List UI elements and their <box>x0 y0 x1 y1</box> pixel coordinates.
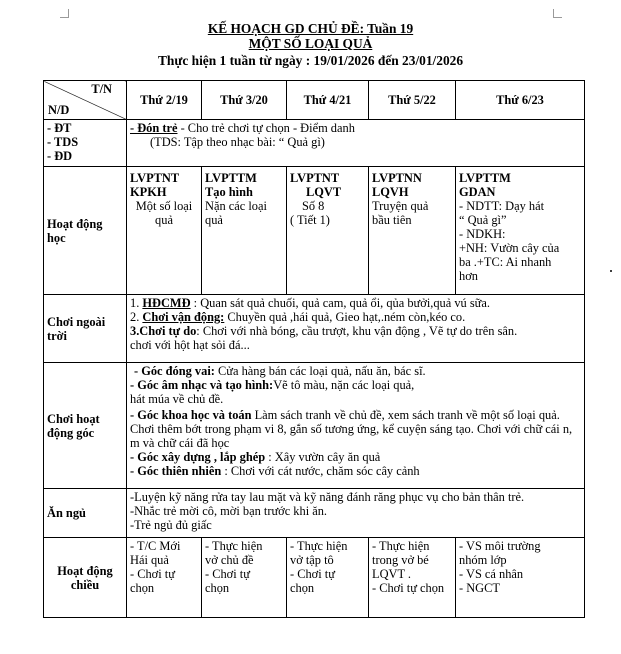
learning-cell-tue: LVPTTM Tạo hình Nặn các loại quả <box>202 167 287 295</box>
corner-play-row-label: Chơi hoạt động góc <box>44 363 127 489</box>
afternoon-cell-mon: - T/C Mới Hái quả - Chơi tự chọn <box>127 538 202 618</box>
corner-header-cell <box>44 81 127 120</box>
header-row <box>44 81 585 120</box>
date-range: Thực hiện 1 tuần từ ngày : 19/01/2026 đến 23/01/2026 <box>157 53 464 68</box>
day-header-fri: Thứ 6/23 <box>456 81 585 120</box>
outdoor-content: 1. HĐCMĐ : Quan sát quả chuối, quả cam, quả ổi, qủa bưởi,quả vú sữa. 2. Chơi vận động: Chuyền quả ,hái quả, Gieo hạt,.ném còn,kéo co. 3.Chơi tự do: Chơi với nhà bóng, cầu trượt, khu vận động , Vẽ tự do trên sân. chơi với hột hạt sỏi đá... <box>127 295 585 363</box>
meal-row <box>44 489 585 538</box>
afternoon-cell-fri: - VS môi trường nhóm lớp - VS cá nhân - NGCT <box>456 538 585 618</box>
learning-row-label: Hoạt động học <box>44 167 127 295</box>
welcome-content: - Đón trẻ - Cho trẻ chơi tự chọn - Điểm danh (TDS: Tập theo nhạc bài: “ Quả gì) <box>127 120 585 167</box>
plan-title: KẾ HOẠCH GD CHỦ ĐỀ: Tuần 19 <box>207 21 414 36</box>
afternoon-cell-thu: - Thực hiện trong vở bé LQVT . - Chơi tự chọn <box>369 538 456 618</box>
learning-cell-mon: LVPTNT KPKH Một số loại quả <box>127 167 202 295</box>
weekly-plan-table <box>43 80 585 618</box>
welcome-row-label: - ĐT - TDS - ĐD <box>44 120 127 167</box>
meal-row-label: Ăn ngủ <box>44 489 127 538</box>
afternoon-row-label: Hoạt động chiều <box>44 538 127 618</box>
learning-cell-thu: LVPTNN LQVH Truyện quả bầu tiên <box>369 167 456 295</box>
afternoon-row <box>44 538 585 618</box>
theme-title: MỘT SỐ LOẠI QUẢ <box>248 36 373 51</box>
learning-cell-fri: LVPTTM GDAN - NDTT: Dạy hát “ Quả gì” - NDKH: +NH: Vườn cây của ba .+TC: Ai nhanh hơn <box>456 167 585 295</box>
afternoon-cell-tue: - Thực hiện vở chủ đề - Chơi tự chọn <box>202 538 287 618</box>
afternoon-cell-wed: - Thực hiện vở tập tô - Chơi tự chọn <box>287 538 369 618</box>
meal-content: -Luyện kỹ năng rửa tay lau mặt và kỹ năng đánh răng phục vụ cho bản thân trẻ. -Nhắc trẻ mời cô, mời bạn trước khi ăn. -Trẻ ngủ đủ giấc <box>127 489 585 538</box>
corner-play-row <box>44 363 585 489</box>
page-corner-mark-left <box>60 9 69 18</box>
learning-row <box>44 167 585 295</box>
day-header-mon: Thứ 2/19 <box>127 81 202 120</box>
learning-cell-wed: LVPTNT LQVT Số 8 ( Tiết 1) <box>287 167 369 295</box>
page-corner-mark-right <box>553 9 562 18</box>
welcome-row <box>44 120 585 167</box>
day-header-tue: Thứ 3/20 <box>202 81 287 120</box>
outdoor-row <box>44 295 585 363</box>
outdoor-row-label: Chơi ngoài trời <box>44 295 127 363</box>
corner-label-tn: T/N <box>91 82 112 96</box>
day-header-thu: Thứ 5/22 <box>369 81 456 120</box>
corner-label-nd: N/D <box>48 103 70 117</box>
corner-play-content: - Góc đóng vai: Cửa hàng bán các loại quả, nấu ăn, bác sĩ. - Góc âm nhạc và tạo hình:Vẽ tô màu, nặn các loại quả, hát múa về chủ đề. - Góc khoa học và toán Làm sách tranh về chủ đề, xem sách tranh về một số loại quả. Chơi thêm bớt trong phạm vi 8, gắn số tương ứng, kể cuyện sáng tạo. Chơi với chữ cái n, m và chữ cái đã học - Góc xây dựng , lắp ghép : Xây vườn cây ăn quả - Góc thiên nhiên : Chơi với cát nước, chăm sóc cây cảnh <box>127 363 585 489</box>
day-header-wed: Thứ 4/21 <box>287 81 369 120</box>
stray-dot <box>610 270 612 272</box>
